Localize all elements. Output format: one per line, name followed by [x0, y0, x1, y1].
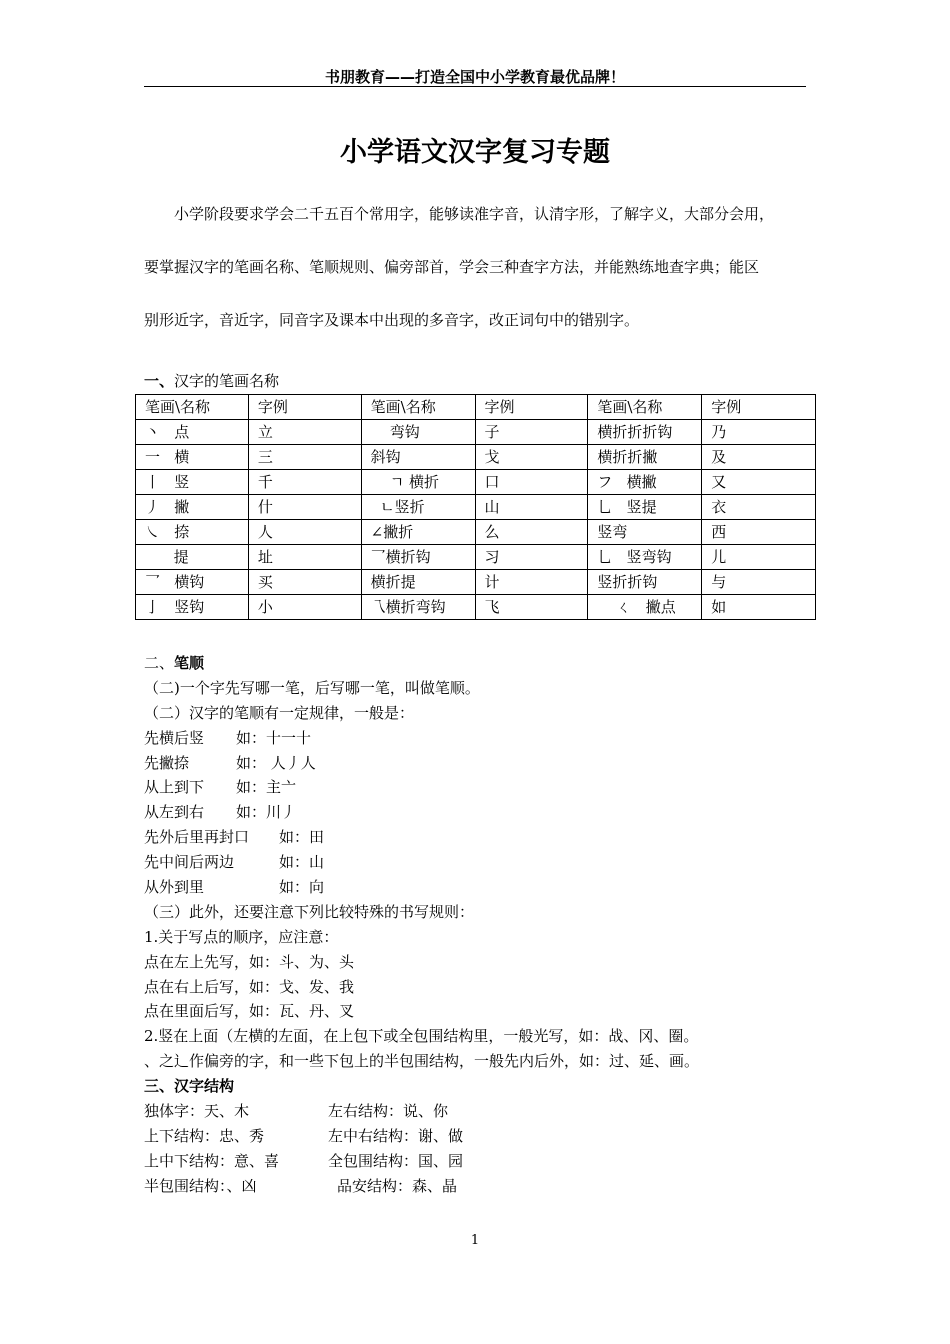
text-line: 点在右上后写，如：戈、发、我	[144, 977, 355, 996]
table-cell: 又	[702, 470, 816, 495]
table-row	[136, 570, 816, 595]
rule-line: 从上到下 如：主亠	[144, 778, 297, 797]
table-cell: 字例	[475, 395, 588, 420]
table-cell: 买	[248, 570, 361, 595]
table-cell: ㄱ 横折	[361, 470, 475, 495]
table-cell: 笔画\名称	[588, 395, 702, 420]
table-cell: ㇏ 捺	[136, 520, 249, 545]
table-cell: 子	[475, 420, 588, 445]
text-line: 、之辶作偏旁的字，和一些下包上的半包围结构，一般先内后外，如：过、延、画。	[144, 1052, 700, 1071]
table-cell: 乚 竖提	[588, 495, 702, 520]
intro-line: 小学阶段要求学会二千五百个常用字，能够读准字音，认清字形，了解字义，大部分会用，	[174, 205, 775, 223]
section-heading-structure: 三、汉字结构	[144, 1077, 235, 1096]
section-heading-strokes: 一、汉字的笔画名称	[144, 372, 280, 390]
table-cell: 竖折折钩	[588, 570, 702, 595]
table-cell: フ 横撇	[588, 470, 702, 495]
section-heading-stroke-order: 二、笔顺	[144, 654, 205, 672]
structure-row: 半包围结构：、凶 品安结构：森、晶	[144, 1176, 458, 1195]
header-rule	[144, 86, 806, 87]
table-cell: 横折折折钩	[588, 420, 702, 445]
text-line: （二)一个字先写哪一笔，后写哪一笔，叫做笔顺。	[144, 678, 480, 697]
table-cell: 立	[248, 420, 361, 445]
table-cell: 乁横折弯钩	[361, 595, 475, 620]
page-number: 1	[470, 1233, 480, 1248]
table-cell: 乚 竖弯钩	[588, 545, 702, 570]
intro-paragraph	[144, 196, 809, 355]
table-row	[136, 445, 816, 470]
table-cell: 及	[702, 445, 816, 470]
table-cell: 计	[475, 570, 588, 595]
table-cell: 口	[475, 470, 588, 495]
table-cell: ㄑ 撇点	[588, 595, 702, 620]
table-cell: 弯钩	[361, 420, 475, 445]
table-cell: 山	[475, 495, 588, 520]
intro-line: 别形近字，音近字，同音字及课本中出现的多音字，改正词句中的错别字。	[144, 311, 640, 329]
structure-row: 上下结构：忠、秀 左中右结构：谢、做	[144, 1126, 464, 1145]
table-row	[136, 420, 816, 445]
table-row	[136, 470, 816, 495]
rule-line: 先中间后两边 如：山	[144, 853, 325, 872]
table-cell: 横折提	[361, 570, 475, 595]
rule-line: 先横后竖 如：十一十	[144, 728, 312, 747]
rule-line: 从左到右 如：川丿	[144, 803, 297, 822]
text-line: 点在左上先写，如：斗、为、头	[144, 952, 355, 971]
table-cell: 衣	[702, 495, 816, 520]
table-cell: 小	[248, 595, 361, 620]
table-row	[136, 520, 816, 545]
table-cell: 么	[475, 520, 588, 545]
table-cell: 乛 横钩	[136, 570, 249, 595]
table-cell: 横折折撇	[588, 445, 702, 470]
table-cell: 丿 撇	[136, 495, 249, 520]
table-cell: 笔画\名称	[361, 395, 475, 420]
text-line: （二）汉字的笔顺有一定规律，一般是：	[144, 703, 415, 722]
table-cell: 字例	[702, 395, 816, 420]
table-cell: 笔画\名称	[136, 395, 249, 420]
table-cell: 飞	[475, 595, 588, 620]
table-row	[136, 545, 816, 570]
table-cell: 丶 点	[136, 420, 249, 445]
rule-line: 先外后里再封口 如：田	[144, 828, 325, 847]
rule-line: 先撇捺 如： 人丿人	[144, 753, 316, 772]
structure-row: 上中下结构：意、喜 全包围结构：国、园	[144, 1151, 464, 1170]
table-cell: 如	[702, 595, 816, 620]
page-header: 书朋教育——打造全国中小学教育最优品牌！	[324, 68, 625, 86]
text-line: （三）此外，还要注意下列比较特殊的书写规则：	[144, 902, 475, 921]
table-cell: 戈	[475, 445, 588, 470]
table-cell: 千	[248, 470, 361, 495]
table-cell: 竖弯	[588, 520, 702, 545]
text-line: 2.竖在上面（左横的左面，在上包下或全包围结构里，一般光写，如：战、冈、圈。	[144, 1027, 699, 1046]
table-cell: ㄴ竖折	[361, 495, 475, 520]
intro-line: 要掌握汉字的笔画名称、笔顺规则、偏旁部首，学会三种查字方法，并能熟练地查字典；能区	[144, 258, 760, 276]
table-cell: ∠撇折	[361, 520, 475, 545]
table-header-row	[136, 395, 816, 420]
table-cell: 乃	[702, 420, 816, 445]
structure-row: 独体字：天、木 左右结构：说、你	[144, 1102, 449, 1121]
document-title: 小学语文汉字复习专题	[340, 137, 610, 168]
table-cell: 什	[248, 495, 361, 520]
table-row	[136, 595, 816, 620]
table-cell: 一 横	[136, 445, 249, 470]
table-row	[136, 495, 816, 520]
table-cell: 丨 竖	[136, 470, 249, 495]
text-line: 1.关于写点的顺序，应注意：	[144, 927, 339, 946]
table-cell: 人	[248, 520, 361, 545]
table-cell: 字例	[248, 395, 361, 420]
table-cell: 亅 竖钩	[136, 595, 249, 620]
table-cell: 与	[702, 570, 816, 595]
stroke-names-table	[135, 394, 816, 620]
table-cell: 乛横折钩	[361, 545, 475, 570]
table-cell: 三	[248, 445, 361, 470]
table-cell: 址	[248, 545, 361, 570]
table-cell: 儿	[702, 545, 816, 570]
rule-line: 从外到里 如：向	[144, 878, 325, 897]
text-line: 点在里面后写，如：瓦、丹、叉	[144, 1002, 355, 1021]
body-content	[144, 651, 824, 1199]
table-cell: 习	[475, 545, 588, 570]
table-cell: 西	[702, 520, 816, 545]
table-cell: 提	[136, 545, 249, 570]
table-cell: 斜钩	[361, 445, 475, 470]
